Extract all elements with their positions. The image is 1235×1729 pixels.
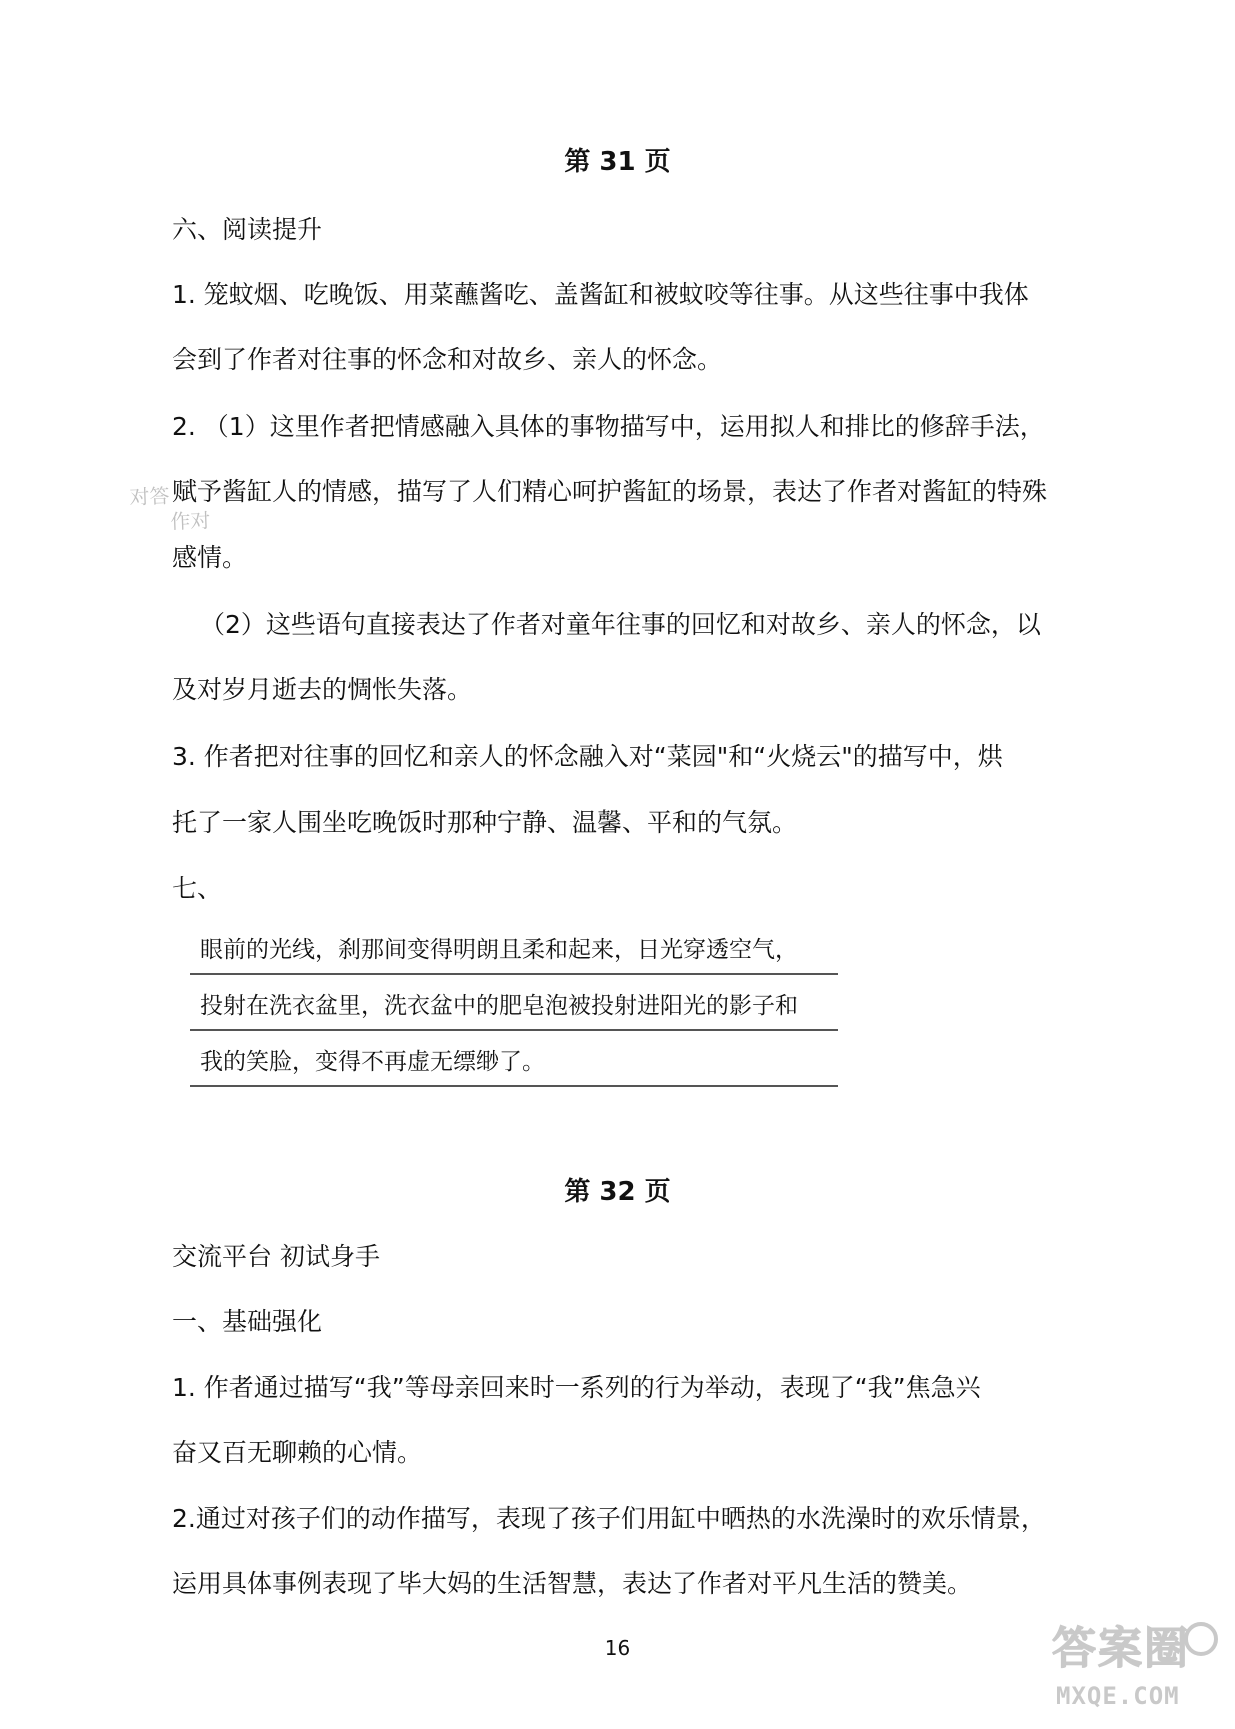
- answer-line: 感情。: [172, 543, 248, 572]
- answer-line: （2）这些语句直接表达了作者对童年往事的回忆和对故乡、亲人的怀念，以: [200, 610, 1041, 639]
- handwritten-text: 投射在洗衣盆里，洗衣盆中的肥皂泡被投射进阳光的影子和: [200, 993, 798, 1019]
- section-heading-platform: 交流平台 初试身手: [172, 1242, 380, 1271]
- answer-line: 运用具体事例表现了毕大妈的生活智慧，表达了作者对平凡生活的赞美。: [172, 1569, 973, 1598]
- answer-line: 1. 笼蚊烟、吃晚饭、用菜蘸酱吃、盖酱缸和被蚊咬等往事。从这些往事中我体: [172, 280, 1029, 309]
- watermark-url: MXQE.COM: [1056, 1682, 1180, 1710]
- page-title-31: 第 31 页: [564, 147, 671, 177]
- watermark-logo-text: 答案圈: [1052, 1623, 1190, 1674]
- answer-line: 赋予酱缸人的情感，描写了人们精心呵护酱缸的场景，表达了作者对酱缸的特殊: [172, 477, 1048, 506]
- answer-line: 2.通过对孩子们的动作描写，表现了孩子们用缸中晒热的水洗澡时的欢乐情景，: [172, 1504, 1046, 1533]
- circle-icon: [1184, 1622, 1218, 1656]
- faded-stamp: 对答 作对: [129, 483, 211, 534]
- answer-line: 会到了作者对往事的怀念和对故乡、亲人的怀念。: [172, 345, 723, 374]
- answer-line: 托了一家人围坐吃晚饭时那种宁静、温馨、平和的气氛。: [172, 808, 798, 837]
- answer-line: 2. （1）这里作者把情感融入具体的事物描写中，运用拟人和排比的修辞手法，: [172, 412, 1045, 441]
- section-heading-basics: 一、基础强化: [172, 1307, 323, 1336]
- page-number: 16: [604, 1636, 631, 1660]
- handwritten-answer-box: [190, 935, 838, 1087]
- section-heading-reading: 六、阅读提升: [172, 215, 323, 244]
- answer-line: 3. 作者把对往事的回忆和亲人的怀念融入对“菜园"和“火烧云"的描写中，烘: [172, 742, 1003, 771]
- answer-line: 奋又百无聊赖的心情。: [172, 1438, 423, 1467]
- writing-line: [190, 935, 838, 975]
- writing-line: [190, 975, 838, 1031]
- handwritten-text: 眼前的光线，刹那间变得明朗且柔和起来，日光穿透空气，: [200, 937, 798, 963]
- writing-line: [190, 1031, 838, 1087]
- answer-line: 1. 作者通过描写“我”等母亲回来时一系列的行为举动，表现了“我”焦急兴: [172, 1373, 981, 1402]
- answer-line: 及对岁月逝去的惆怅失落。: [172, 675, 473, 704]
- page-title-32: 第 32 页: [564, 1177, 671, 1207]
- handwritten-text: 我的笑脸，变得不再虚无缥缈了。: [200, 1049, 545, 1075]
- section-heading-seven: 七、: [172, 874, 223, 903]
- site-watermark: [1052, 1600, 1220, 1718]
